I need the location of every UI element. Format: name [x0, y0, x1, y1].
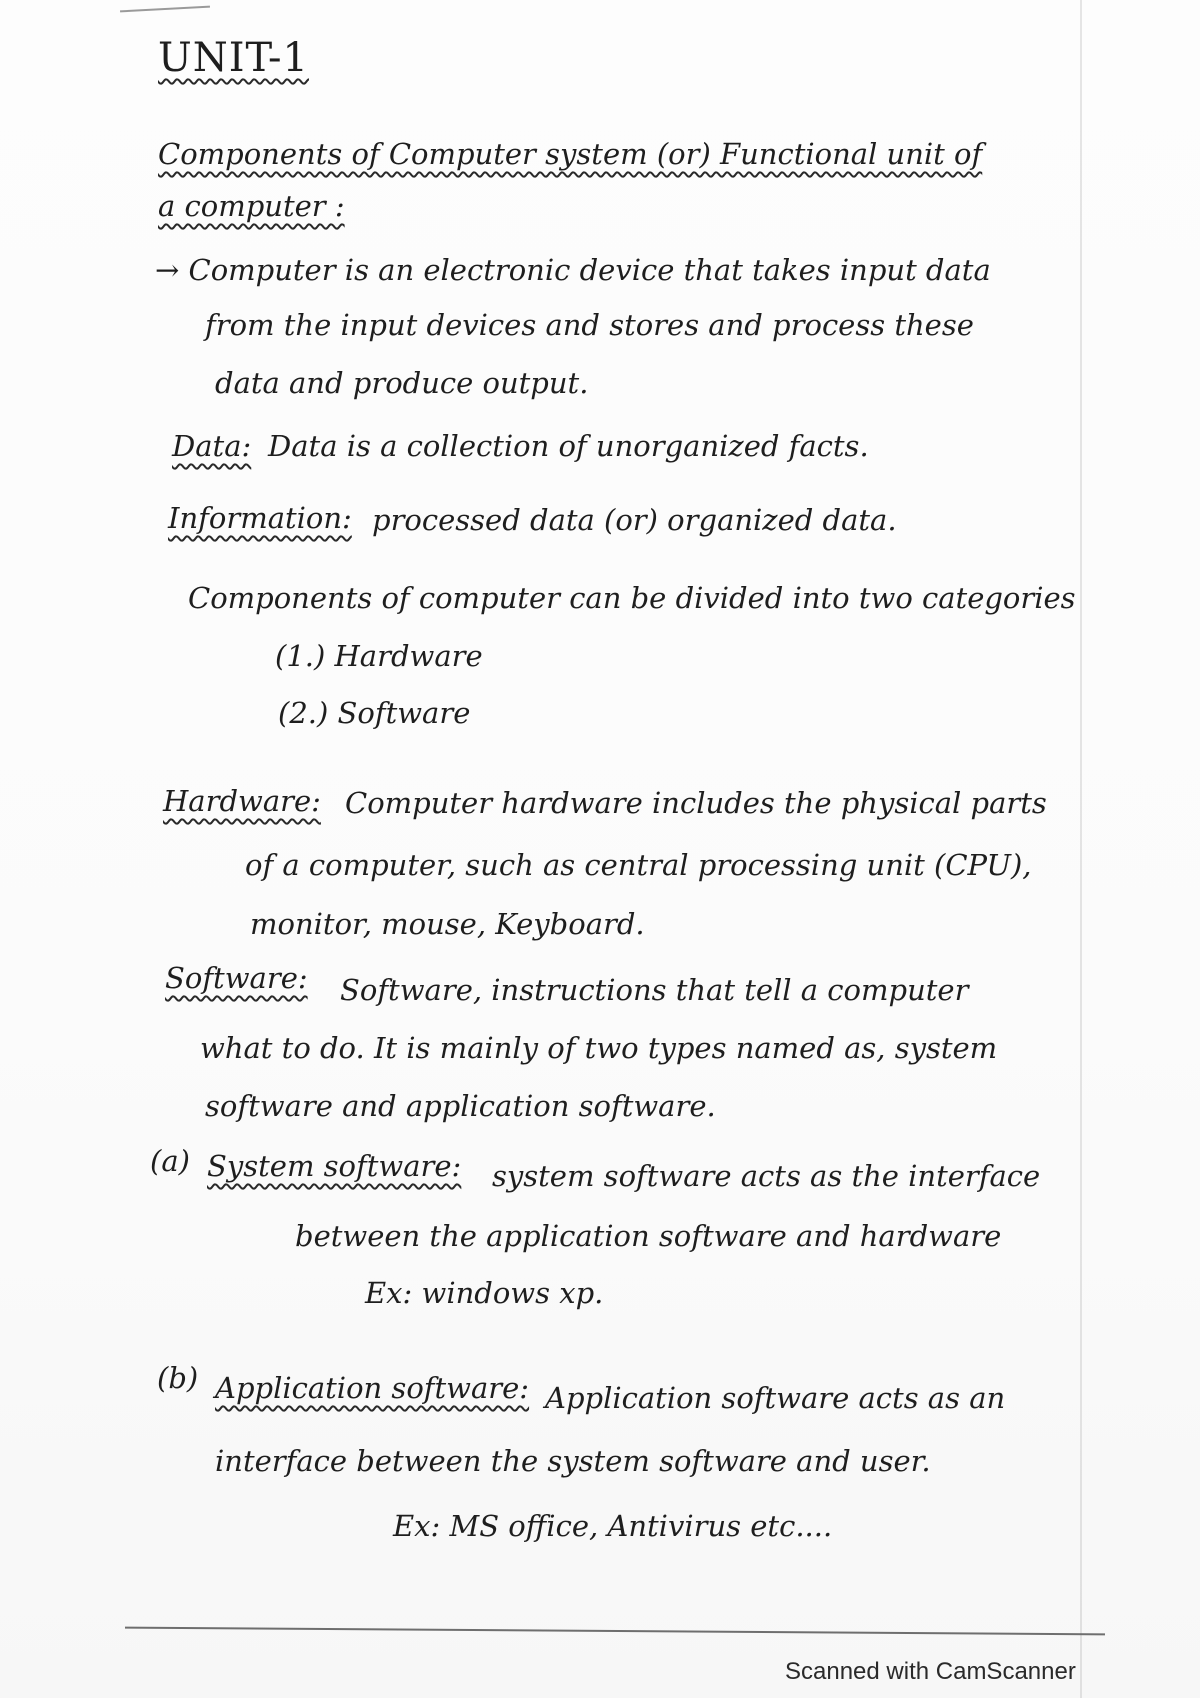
application-software-line-1: Application software acts as an [545, 1381, 1006, 1415]
intro-line-1: → Computer is an electronic device that takes input data [155, 253, 991, 287]
software-line-1: Software, instructions that tell a computer [340, 973, 969, 1007]
hardware-line-2: of a computer, such as central processing unit (CPU), [245, 848, 1032, 882]
system-software-line-1: system software acts as the interface [492, 1159, 1041, 1193]
system-software-marker: (a) [150, 1144, 190, 1178]
data-term: Data: [172, 429, 252, 463]
system-software-term: System software: [207, 1149, 462, 1183]
software-line-3: software and application software. [205, 1089, 716, 1123]
intro-line-2: from the input devices and stores and process these [205, 308, 974, 342]
application-software-line-2: interface between the system software and user. [215, 1444, 931, 1478]
data-definition: Data is a collection of unorganized facts. [268, 429, 869, 463]
pen-mark [120, 6, 210, 13]
application-software-example: Ex: MS office, Antivirus etc.... [393, 1509, 833, 1543]
scanner-watermark: Scanned with CamScanner [785, 1658, 1076, 1685]
hardware-term: Hardware: [163, 784, 321, 818]
categories-intro: Components of computer can be divided into two categories [188, 581, 1076, 615]
system-software-example: Ex: windows xp. [365, 1276, 604, 1310]
unit-title: UNIT-1 [158, 35, 309, 81]
category-hardware: (1.) Hardware [275, 639, 483, 673]
application-software-marker: (b) [157, 1361, 199, 1395]
hardware-line-1: Computer hardware includes the physical parts [345, 786, 1047, 820]
system-software-line-2: between the application software and hardware [295, 1219, 1002, 1253]
software-term: Software: [165, 961, 308, 995]
category-software: (2.) Software [278, 696, 471, 730]
section-heading: Components of Computer system (or) Functional unit of a computer : [158, 137, 983, 223]
hardware-line-3: monitor, mouse, Keyboard. [250, 907, 645, 941]
page-bottom-line [125, 1627, 1105, 1636]
information-definition: processed data (or) organized data. [372, 503, 897, 537]
software-line-2: what to do. It is mainly of two types named as, system [200, 1031, 998, 1065]
intro-line-3: data and produce output. [215, 366, 589, 400]
application-software-term: Application software: [215, 1371, 530, 1405]
page-edge [1080, 0, 1082, 1698]
information-term: Information: [168, 501, 352, 535]
